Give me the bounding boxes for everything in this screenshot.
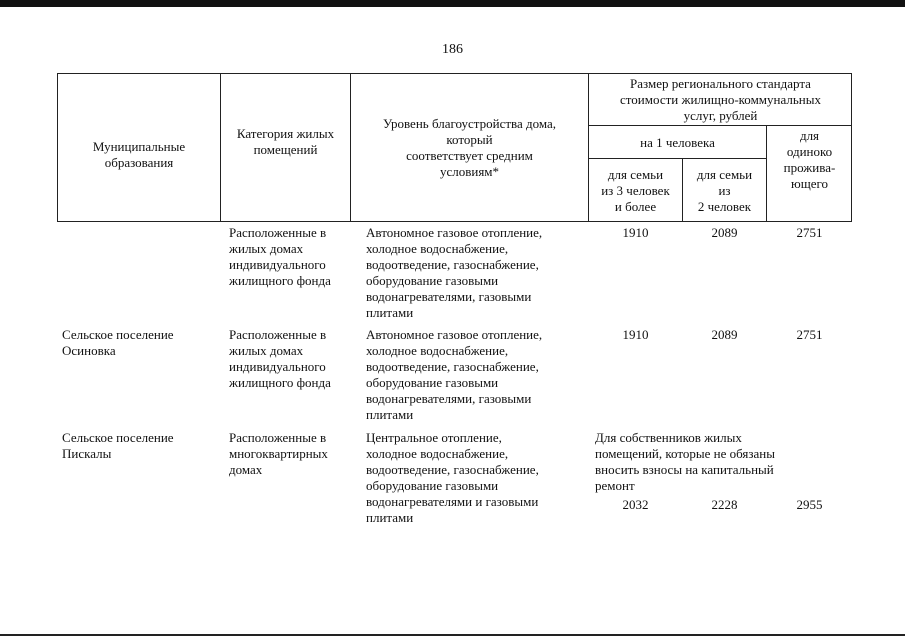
header-single: для одиноко прожива- ющего [783, 128, 836, 191]
table-row-2-family2: 2089 [711, 327, 738, 342]
header-category: Категория жилых помещений [236, 126, 335, 157]
table-row-3-municipal: Сельское поселение Пискалы [62, 430, 174, 461]
table-row-1-family2: 2089 [711, 225, 738, 240]
header-family3: для семьи из 3 человек и более [601, 167, 670, 214]
table-row-3-single: 2955 [796, 497, 823, 512]
header-municipal: Муниципальные образования [92, 139, 186, 170]
table-row-1-single: 2751 [796, 225, 823, 240]
table-row-1-family3: 1910 [622, 225, 649, 240]
header-level: Уровень благоустройства дома, который соответствует средним условиям* [382, 116, 557, 179]
table-row-2-level: Автономное газовое отопление, холодное водоснабжение, водоотведение, газоснабжение, оборудование газовыми водонагревателями, газовыми плитами [366, 327, 543, 422]
table-row-2-family3: 1910 [622, 327, 649, 342]
table-row-2-category: Расположенные в жилых домах индивидуального жилищного фонда [229, 327, 331, 390]
header-per-person: на 1 человека [640, 135, 715, 150]
table-row-3-family2: 2228 [711, 497, 738, 512]
header-standard: Размер регионального стандарта стоимости жилищно-коммунальных услуг, рублей [620, 76, 821, 123]
table-row-1-level: Автономное газовое отопление, холодное водоснабжение, водоотведение, газоснабжение, оборудование газовыми водонагревателями, газовыми плитами [366, 225, 543, 320]
table-row-2-municipal: Сельское поселение Осиновка [62, 327, 174, 358]
page-number: 186 [442, 42, 463, 57]
header-divider [588, 158, 766, 159]
table-row-3-family3: 2032 [622, 497, 649, 512]
table-row-3-note: Для собственников жилых помещений, которые не обязаны вносить взносы на капитальный ремонт [595, 430, 775, 493]
table-row-3-category: Расположенные в многоквартирных домах [229, 430, 328, 477]
header-family2: для семьи из 2 человек [696, 167, 753, 214]
top-border [0, 0, 905, 7]
header-divider [588, 125, 852, 126]
table-row-2-single: 2751 [796, 327, 823, 342]
bottom-border [0, 634, 905, 636]
table-row-1-category: Расположенные в жилых домах индивидуального жилищного фонда [229, 225, 331, 288]
table-row-3-level: Центральное отопление, холодное водоснабжение, водоотведение, газоснабжение, оборудование газовыми водонагревателями и газовыми плитами [366, 430, 539, 525]
